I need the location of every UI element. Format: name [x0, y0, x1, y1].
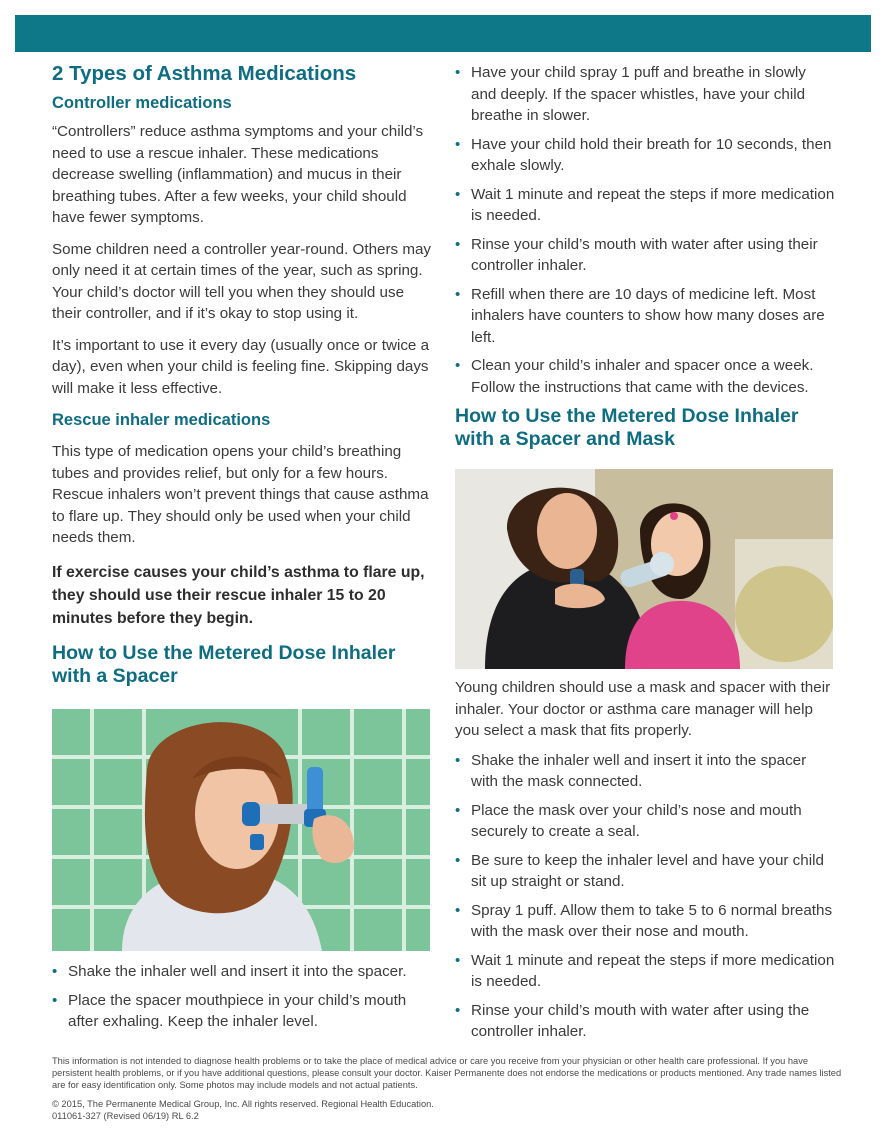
- page-title: 2 Types of Asthma Medications: [52, 62, 357, 85]
- list-item: • Have your child hold their breath for 10 seconds, then exhale slowly.: [455, 134, 835, 177]
- exercise-note: If exercise causes your child’s asthma to flare up, they should use their rescue inhaler 15 to 20 minutes before they begin.: [52, 563, 425, 627]
- list-item: • Place the mask over your child’s nose and mouth securely to create a seal.: [455, 800, 835, 843]
- controller-paragraph-3: It’s important to use it every day (usually once or twice a day), even when your child is feeling fine. Skipping days will make it less effective.: [52, 336, 430, 397]
- list-item: • Spray 1 puff. Allow them to take 5 to 6 normal breaths with the mask over their nose and mouth.: [455, 900, 835, 943]
- controller-paragraph-2: Some children need a controller year-round. Others may only need it at certain times of the year, such as spring. Your child’s doctor will tell you when they should use their controller, and if it’s okay to stop using it.: [52, 240, 432, 323]
- mask-inhaler-photo: [455, 469, 833, 669]
- spacer-steps-list: [52, 961, 432, 1040]
- left-column: [52, 62, 432, 688]
- header-bar: [15, 15, 871, 52]
- list-item: • Clean your child’s inhaler and spacer once a week. Follow the instructions that came with the devices.: [455, 355, 835, 398]
- footer: [52, 1056, 842, 1123]
- mask-section: [455, 677, 835, 1050]
- list-item: • Place the spacer mouthpiece in your child’s mouth after exhaling. Keep the inhaler level.: [52, 990, 432, 1033]
- list-item: • Wait 1 minute and repeat the steps if more medication is needed.: [455, 184, 835, 227]
- list-item: • Refill when there are 10 days of medicine left. Most inhalers have counters to show how many doses are left.: [455, 284, 835, 349]
- right-column: [455, 62, 835, 452]
- spacer-heading: How to Use the Metered Dose Inhaler with a Spacer: [52, 641, 396, 688]
- teen-inhaler-illustration: [52, 709, 430, 951]
- rescue-heading: Rescue inhaler medications: [52, 411, 271, 430]
- list-item: • Be sure to keep the inhaler level and have your child sit up straight or stand.: [455, 850, 835, 893]
- list-item: • Shake the inhaler well and insert it into the spacer.: [52, 961, 432, 983]
- list-item: • Rinse your child’s mouth with water after using their controller inhaler.: [455, 234, 835, 277]
- footer-code: 011061-327 (Revised 06/19) RL 6.2: [52, 1111, 199, 1122]
- spacer-steps-list-continued: [455, 62, 835, 398]
- controller-heading: Controller medications: [52, 93, 232, 112]
- list-item: • Wait 1 minute and repeat the steps if more medication is needed.: [455, 950, 835, 993]
- footer-disclaimer: This information is not intended to diagnose health problems or to take the place of medical advice or care you receive from your physician or other health care professional. If you have persistent health problems, or if you have additional questions, please consult your doctor. Kaiser Permanente does not endorse the medications or products mentioned. Any trade names listed are for easy identification only. Some photos may include models and not actual patients.: [52, 1056, 842, 1090]
- mask-inhaler-illustration: [455, 469, 833, 669]
- list-item: • Shake the inhaler well and insert it into the spacer with the mask connected.: [455, 750, 835, 793]
- mask-steps-list: [455, 750, 835, 1043]
- mask-intro: Young children should use a mask and spacer with their inhaler. Your doctor or asthma care manager will help you select a mask that fits properly.: [455, 679, 831, 739]
- rescue-paragraph: This type of medication opens your child’s breathing tubes and provides relief, but only for a few hours. Rescue inhalers won’t prevent things that cause asthma to flare up. They should only be used when your child needs them.: [52, 443, 429, 547]
- footer-copyright: © 2015, The Permanente Medical Group, Inc. All rights reserved. Regional Health Education.: [52, 1099, 434, 1110]
- list-item: • Have your child spray 1 puff and breathe in slowly and deeply. If the spacer whistles, have your child breathe in slower.: [455, 62, 835, 127]
- list-item: • Rinse your child’s mouth with water after using the controller inhaler.: [455, 1000, 835, 1043]
- teen-inhaler-photo: [52, 709, 430, 951]
- mask-heading: How to Use the Metered Dose Inhaler with a Spacer and Mask: [455, 405, 799, 451]
- controller-paragraph-1: “Controllers” reduce asthma symptoms and your child’s need to use a rescue inhaler. These medications decrease swelling (inflammation) and mucus in their breathing tubes. After a few weeks, your child should have fewer symptoms.: [52, 123, 424, 227]
